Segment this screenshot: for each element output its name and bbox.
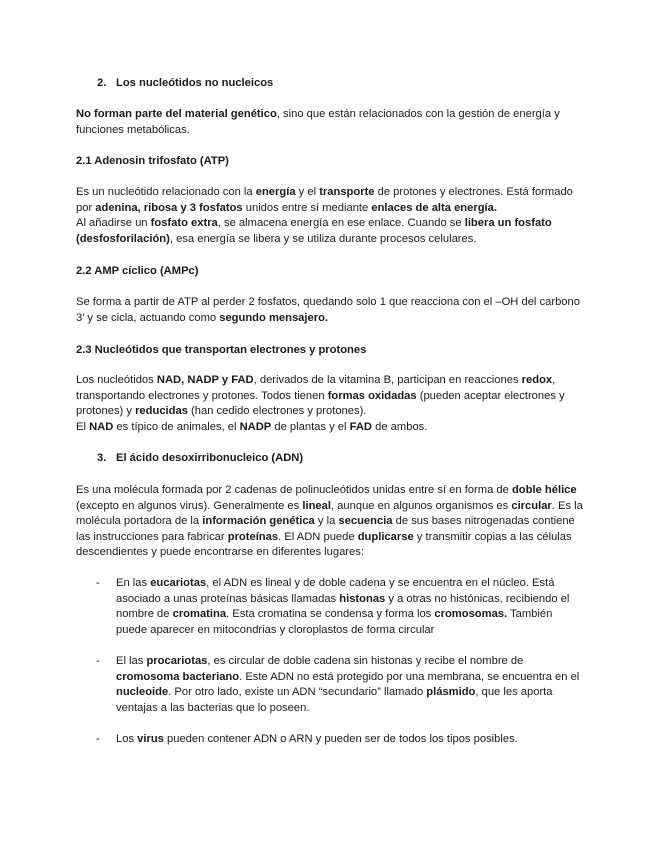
bold-term: segundo mensajero. xyxy=(219,311,329,324)
bullet-marker: - xyxy=(96,577,100,589)
bold-term: doble hélice xyxy=(511,484,577,496)
bold-term: NAD, NADP y FAD xyxy=(156,374,254,386)
bold-term: lineal xyxy=(302,499,331,512)
bold-term: cromatina xyxy=(172,608,227,621)
section-title: El ácido desoxirribonucleico (ADN) xyxy=(116,452,304,464)
bold-term: enlaces de alta energía. xyxy=(371,201,497,214)
bold-term: información genética xyxy=(202,515,315,528)
bold-term: plásmido xyxy=(426,686,476,699)
bold-term: formas oxidadas xyxy=(327,389,417,402)
bold-term: transporte xyxy=(319,186,375,198)
list-item-text: En las eucariotas, el ADN es lineal y de doble cadena y se encuentra en el núcleo. Está asociado a unas proteínas básicas llamadas histonas y a otras no histónicas, recibiendo el nombre de cromatina. Esta cromatina se condensa y forma los cromosomas. También puede aparecer en mitocondrias y cloroplastos de forma circular xyxy=(116,577,570,636)
bold-term: proteínas xyxy=(227,530,279,543)
bold-term: cromosomas. xyxy=(434,608,508,621)
section-3-heading xyxy=(97,451,577,467)
ampc-paragraph: Se forma a partir de ATP al perder 2 fosfatos, quedando solo 1 que reacciona con el –OH del carbono 3’ y se cicla, actuando como segundo mensajero. xyxy=(76,296,580,324)
bold-term: fosfato extra xyxy=(150,217,218,230)
atp-heading: 2.1 Adenosin trifosfato (ATP) xyxy=(76,155,229,167)
bullet-marker: - xyxy=(96,733,100,745)
list-item xyxy=(96,654,586,716)
bold-term: virus xyxy=(137,733,164,745)
bold-term: libera un fosfato (desfosforilación) xyxy=(76,217,552,245)
transport-paragraph: Los nucleótidos NAD, NADP y FAD, derivados de la vitamina B, participan en reacciones redox, transportando electrones y protones. Todos tienen formas oxidadas (pueden aceptar electrones y protones) y reducidas (han cedido electrones y protones). El NAD es típico de animales, el NADP de plantas y el FAD de ambos. xyxy=(76,374,565,433)
section-2-heading xyxy=(97,76,577,92)
bullet-marker: - xyxy=(96,655,100,667)
ampc-heading: 2.2 AMP cíclico (AMPc) xyxy=(76,265,199,277)
section-title: Los nucleótidos no nucleicos xyxy=(116,77,274,89)
list-item xyxy=(96,576,586,638)
bold-term: procariotas xyxy=(146,655,208,667)
list-item xyxy=(96,732,586,748)
bold-term: reducidas xyxy=(135,405,188,418)
bold-term: NADP xyxy=(239,420,272,433)
bold-term: NAD xyxy=(89,420,114,433)
bold-term: energía xyxy=(255,186,296,198)
bold-term: No forman parte del material genético xyxy=(76,108,277,120)
transport-heading: 2.3 Nucleótidos que transportan electrones y protones xyxy=(76,344,367,356)
section-number: 2. xyxy=(97,77,107,89)
bold-term: redox xyxy=(521,374,553,386)
bold-term: eucariotas xyxy=(150,577,207,589)
bold-term: secuencia xyxy=(338,515,393,528)
bold-term: FAD xyxy=(349,420,373,433)
bold-term: cromosoma bacteriano xyxy=(116,670,240,683)
list-item-text: Los virus pueden contener ADN o ARN y pueden ser de todos los tipos posibles. xyxy=(116,733,518,745)
section-3-intro: Es una molécula formada por 2 cadenas de polinucleótidos unidas entre sí en forma de doble hélice (excepto en algunos virus). Generalmente es lineal, aunque en algunos organismos es circular. Es la molécula portadora de la información genética y la secuencia de sus bases nitrogenadas contiene las instrucciones para fabricar proteínas. El ADN puede duplicarse y transmitir copias a las células descendientes y puede encontrarse en diferentes lugares: xyxy=(76,484,583,559)
bold-term: adenina, ribosa y 3 fosfatos xyxy=(95,201,243,214)
list-item-text: El las procariotas, es circular de doble cadena sin histonas y recibe el nombre de cromosoma bacteriano. Este ADN no está protegido por una membrana, se encuentra en el nucleoide. Por otro lado, existe un ADN “secundario” llamado plásmido, que les aporta ventajas a las bacterias que lo poseen. xyxy=(116,655,580,714)
section-2-intro: No forman parte del material genético, sino que están relacionados con la gestión de energía y funciones metabólicas. xyxy=(76,108,560,136)
bold-term: circular xyxy=(511,499,552,512)
bold-term: duplicarse xyxy=(357,530,414,543)
bold-term: nucleoide xyxy=(116,686,169,699)
bold-term: histonas xyxy=(339,592,386,605)
section-number: 3. xyxy=(97,452,107,464)
atp-paragraph: Es un nucleótido relacionado con la energía y el transporte de protones y electrones. Está formado por adenina, ribosa y 3 fosfatos unidos entre sí mediante enlaces de alta energía. Al añadirse un fosfato extra, se almacena energía en ese enlace. Cuando se libera un fosfato (desfosforilación), esa energía se libera y se utiliza durante procesos celulares. xyxy=(76,186,573,245)
